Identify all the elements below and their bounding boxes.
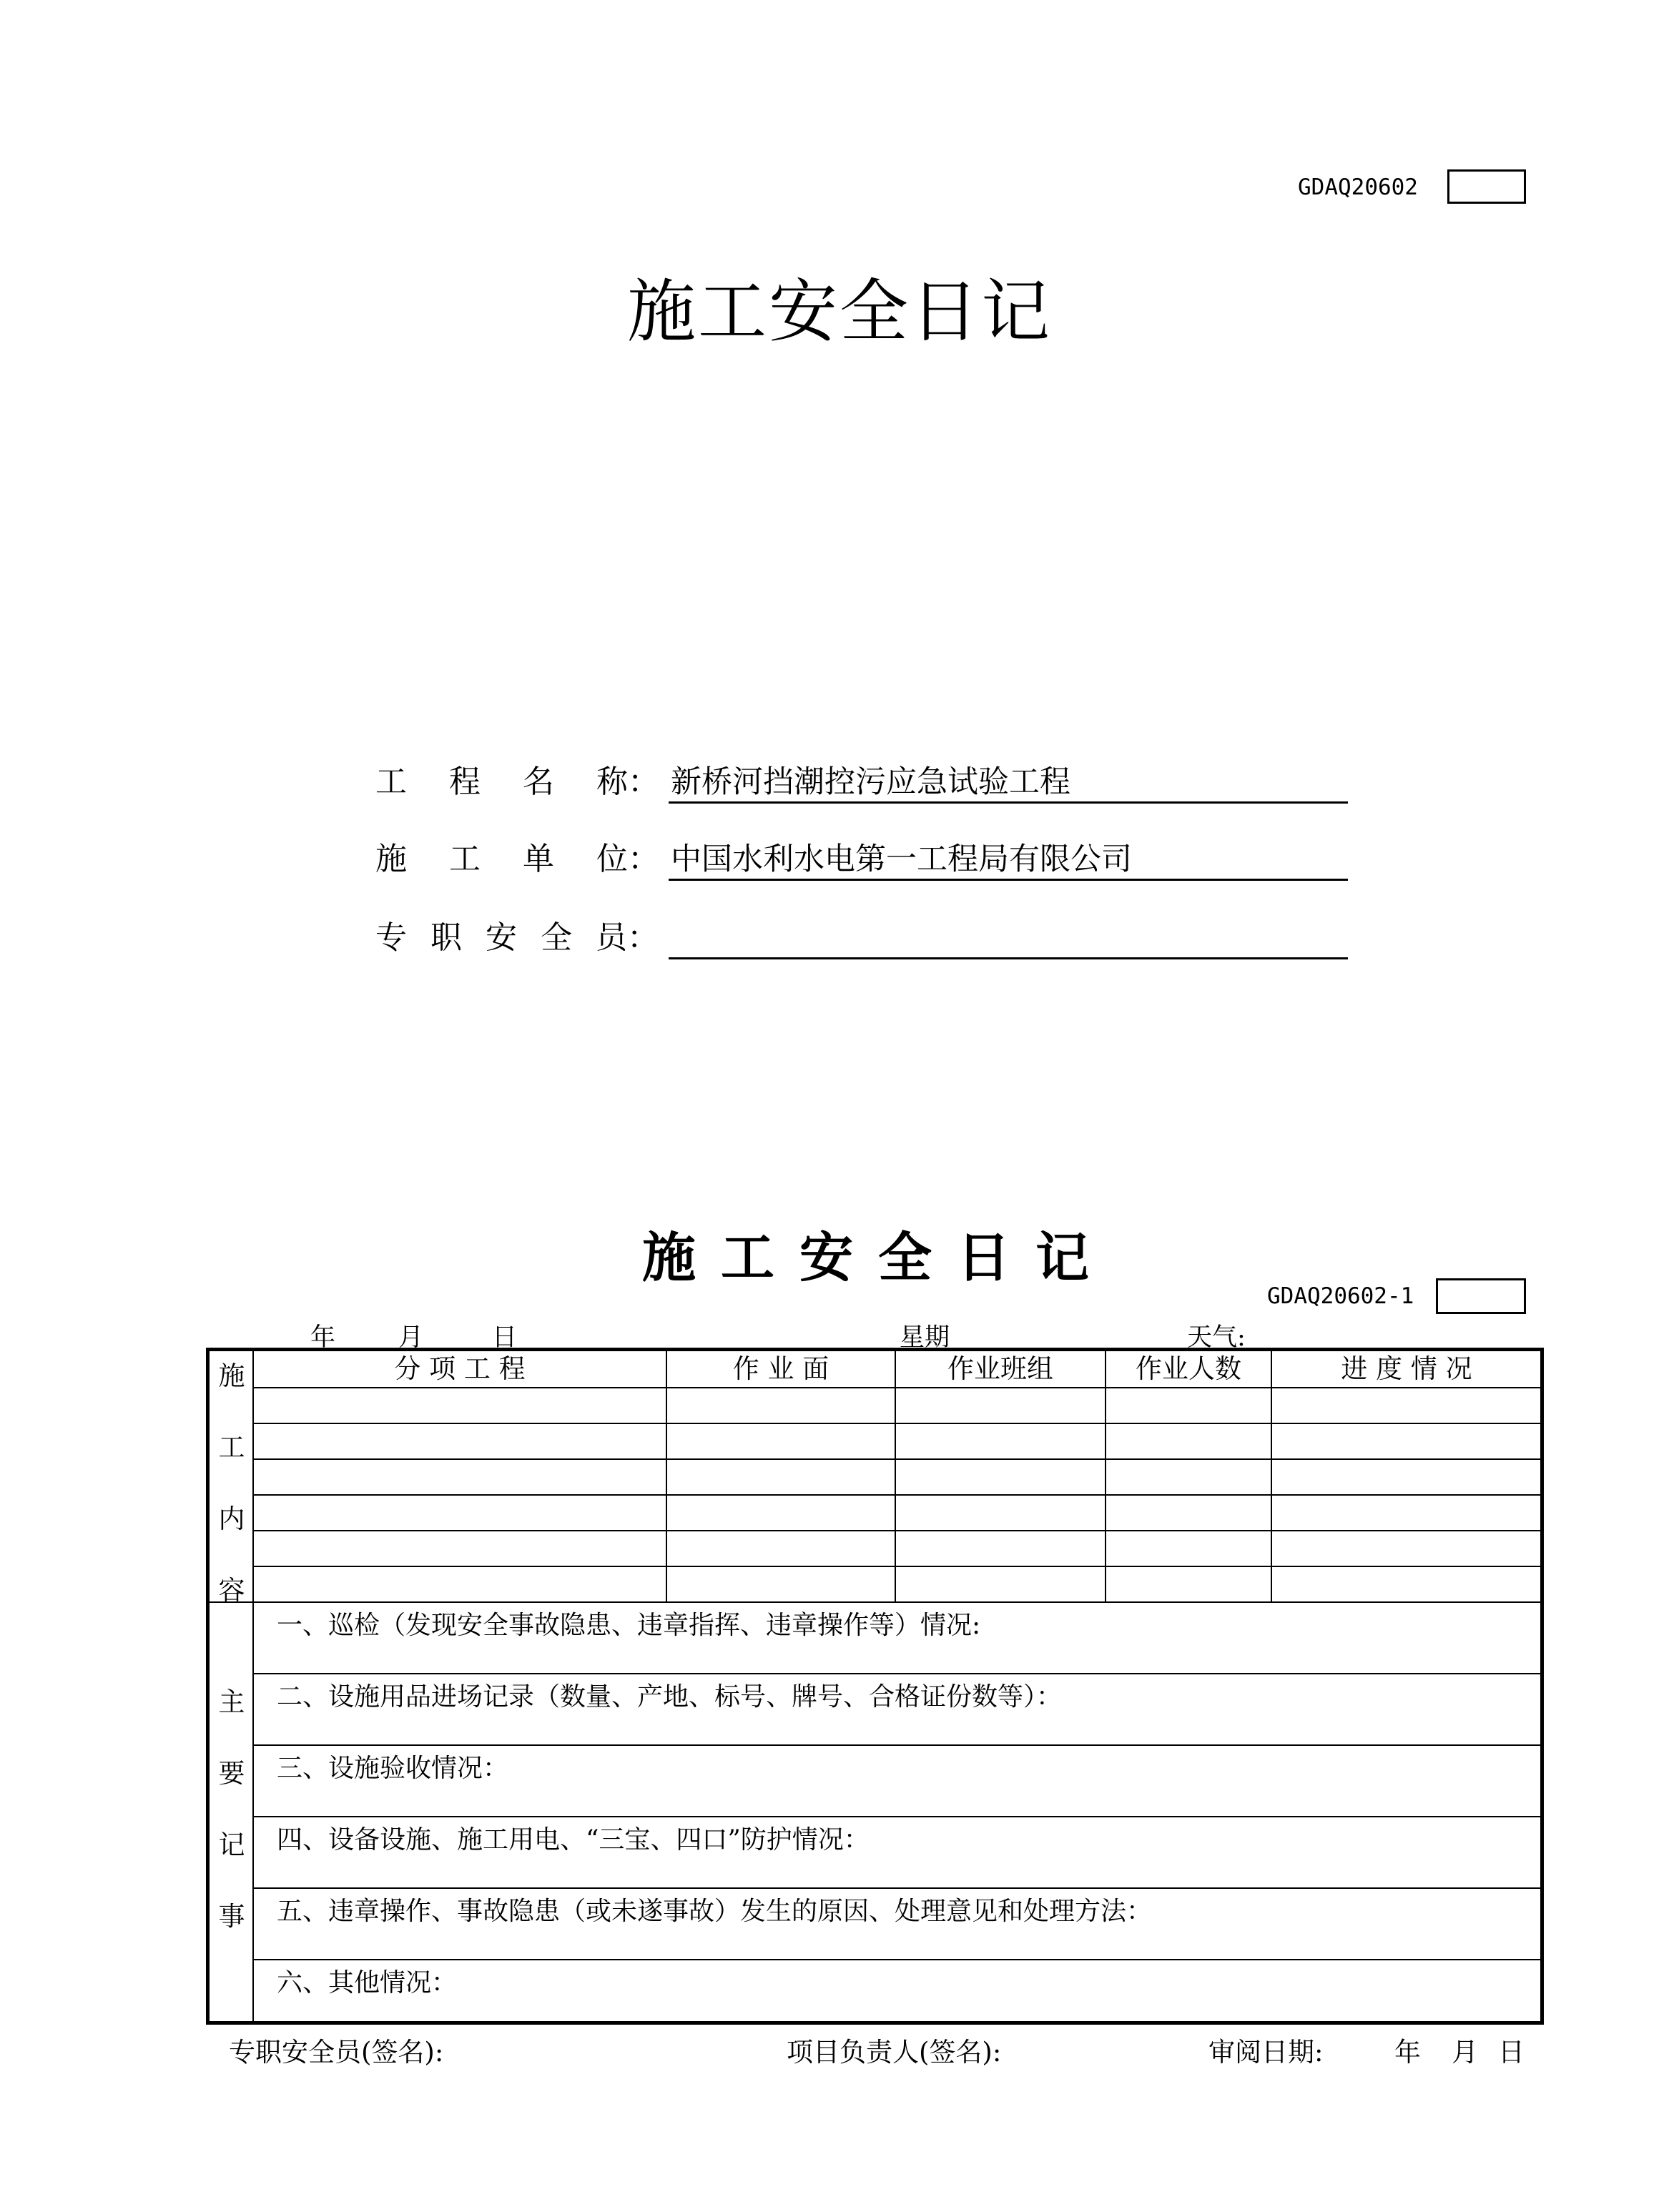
project-name-field[interactable]: 新桥河挡潮控污应急试验工程 [669,761,1348,804]
table-row[interactable] [254,1531,1541,1566]
date-month-label: 月 [398,1323,424,1352]
construction-unit-field[interactable]: 中国水利水电第一工程局有限公司 [669,838,1348,881]
safety-officer-field[interactable] [669,917,1348,959]
project-manager-signature[interactable]: 项目负责人(签名): [787,2037,1002,2068]
construction-unit-label: 施 工 单 位： [375,841,659,877]
review-year-label: 年 [1394,2037,1421,2068]
record-facility-acceptance[interactable]: 三、设施验收情况： [277,1754,509,1783]
cover-form-code: GDAQ20602 [1298,174,1418,200]
record-equipment-protection[interactable]: 四、设备设施、施工用电、“三宝、四口”防护情况： [277,1825,870,1855]
table-row[interactable] [254,1496,1541,1530]
review-date-label: 审阅日期: [1208,2037,1324,2068]
construction-content-label: 施 工 内 容 [218,1361,245,1606]
weekday-label: 星期 [900,1323,950,1352]
diary-form-number-box[interactable] [1436,1278,1526,1314]
record-materials-entry[interactable]: 二、设施用品进场记录（数量、产地、标号、牌号、合格证份数等）： [277,1682,1063,1712]
date-day-label: 日 [492,1323,518,1352]
safety-officer-label: 专 职 安 全 员： [375,919,659,956]
review-month-label: 月 [1452,2037,1478,2068]
col-header-sub-project: 分 项 工 程 [394,1353,526,1384]
col-header-work-team: 作业班组 [947,1353,1053,1384]
table-row[interactable] [254,1460,1541,1494]
weather-label: 天气: [1187,1323,1246,1352]
cover-title: 施工安全日记 [627,272,1052,352]
table-row[interactable] [254,1388,1541,1423]
record-other[interactable]: 六、其他情况： [277,1968,458,1998]
col-header-worker-count: 作业人数 [1136,1353,1241,1384]
review-day-label: 日 [1498,2037,1525,2068]
record-violations-hazards[interactable]: 五、违章操作、事故隐患（或未遂事故）发生的原因、处理意见和处理方法： [277,1897,1153,1926]
safety-officer-signature[interactable]: 专职安全员(签名): [229,2037,444,2068]
col-header-work-face: 作 业 面 [732,1353,829,1384]
diary-table [206,1348,1544,2025]
diary-form-code: GDAQ20602-1 [1267,1283,1414,1309]
record-patrol-inspection[interactable]: 一、巡检（发现安全事故隐患、违章指挥、违章操作等）情况: [277,1611,981,1640]
project-name-label: 工 程 名 称： [375,764,659,800]
date-year-label: 年 [310,1323,336,1352]
table-row[interactable] [254,1424,1541,1458]
col-header-progress: 进 度 情 况 [1341,1353,1472,1384]
cover-form-number-box[interactable] [1447,169,1526,204]
main-records-label: 主 要 记 事 [218,1687,245,1932]
